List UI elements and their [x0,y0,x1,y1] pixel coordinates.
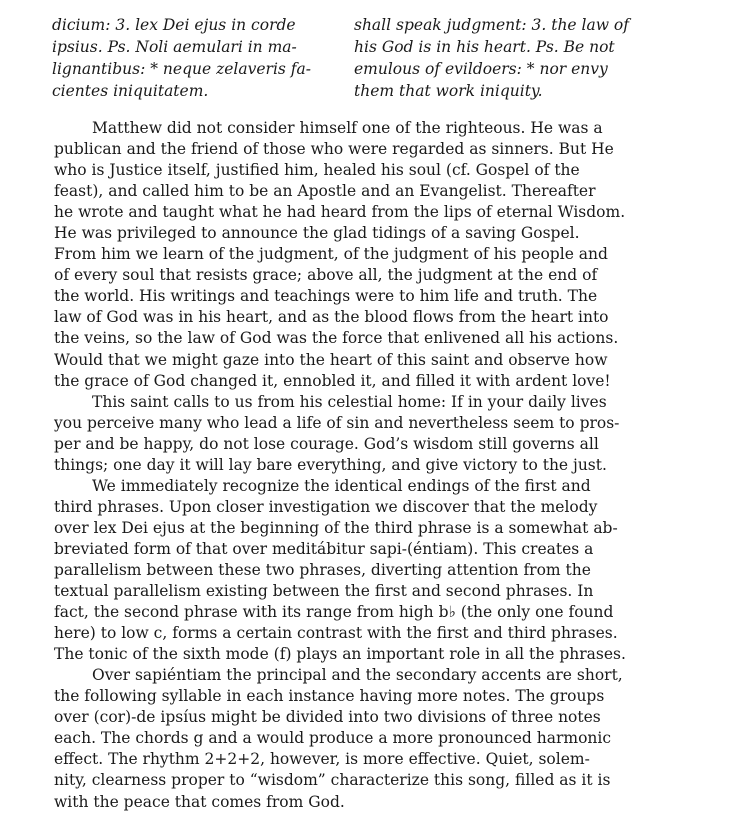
body-line: over lex Dei ejus at the beginning of the third phrase is a somewhat ab- [54,518,618,537]
english-line: emulous of evildoers: * nor envy [354,60,608,78]
english-column [354,14,636,102]
body-line: you perceive many who lead a life of sin and nevertheless seem to pros- [54,413,620,432]
body-line: textual parallelism existing between the first and second phrases. In [54,582,594,601]
body-line: the world. His writings and teachings were to him life and truth. The [54,287,598,306]
body-line: third phrases. Upon closer investigation we discover that the melody [54,497,598,516]
body-line: he wrote and taught what he had heard from the lips of eternal Wisdom. [54,203,626,222]
body-line: feast), and called him to be an Apostle and an Evangelist. Thereafter [54,182,596,201]
body-line: with the peace that comes from God. [54,792,345,811]
english-line: shall speak judgment: 3. the law of [354,16,629,34]
body-line: each. The chords g and a would produce a more pronounced harmonic [54,729,612,748]
body-line: fact, the second phrase with its range from high b♭ (the only one found [54,603,614,622]
body-line: He was privileged to announce the glad tidings of a saving Gospel. [54,224,580,243]
body-line: breviated form of that over meditábitur sapi-(éntiam). This creates a [54,539,594,558]
english-line: his God is in his heart. Ps. Be not [354,38,615,56]
body-line: the grace of God changed it, ennobled it, and filled it with ardent love! [54,371,611,390]
body-line: Over sapiéntiam the principal and the secondary accents are short, [92,666,623,685]
body-line: effect. The rhythm 2+2+2, however, is more effective. Quiet, solem- [54,750,590,769]
body-line: parallelism between these two phrases, diverting attention from the [54,560,591,579]
english-line: them that work iniquity. [354,82,543,100]
body-line: publican and the friend of those who were regarded as sinners. But He [54,140,614,159]
body-line: the following syllable in each instance having more notes. The groups [54,687,605,706]
body-line: over (cor)-de ipsíus might be divided into two divisions of three notes [54,708,601,727]
body-line: of every soul that resists grace; above all, the judgment at the end of [54,266,598,285]
body-line: the veins, so the law of God was the force that enlivened all his actions. [54,329,619,348]
body-line: law of God was in his heart, and as the blood flows from the heart into [54,308,609,327]
latin-line: dicium: 3. lex Dei ejus in corde [52,16,296,34]
body-line: things; one day it will lay bare everything, and give victory to the just. [54,455,607,474]
body-line: who is Justice itself, justified him, healed his soul (cf. Gospel of the [54,161,580,180]
latin-line: ipsius. Ps. Noli aemulari in ma- [52,38,297,56]
body-line: per and be happy, do not lose courage. God’s wisdom still governs all [54,434,599,453]
body-line: Would that we might gaze into the heart of this saint and observe how [54,350,608,369]
body-line: This saint calls to us from his celestial home: If in your daily lives [92,392,607,411]
body-line: Matthew did not consider himself one of the righteous. He was a [92,119,603,137]
latin-line: lignantibus: * neque zelaveris fa- [52,60,312,78]
body-line: here) to low c, forms a certain contrast with the first and third phrases. [54,624,618,643]
latin-line: cientes iniquitatem. [52,82,209,100]
body-line: From him we learn of the judgment, of the judgment of his people and [54,245,608,264]
body-line: nity, clearness proper to “wisdom” characterize this song, filled as it is [54,771,611,790]
commentary-body [54,118,632,813]
body-line: The tonic of the sixth mode (f) plays an important role in all the phrases. [54,645,626,664]
body-line: We immediately recognize the identical endings of the first and [92,476,591,495]
latin-column [52,14,334,102]
